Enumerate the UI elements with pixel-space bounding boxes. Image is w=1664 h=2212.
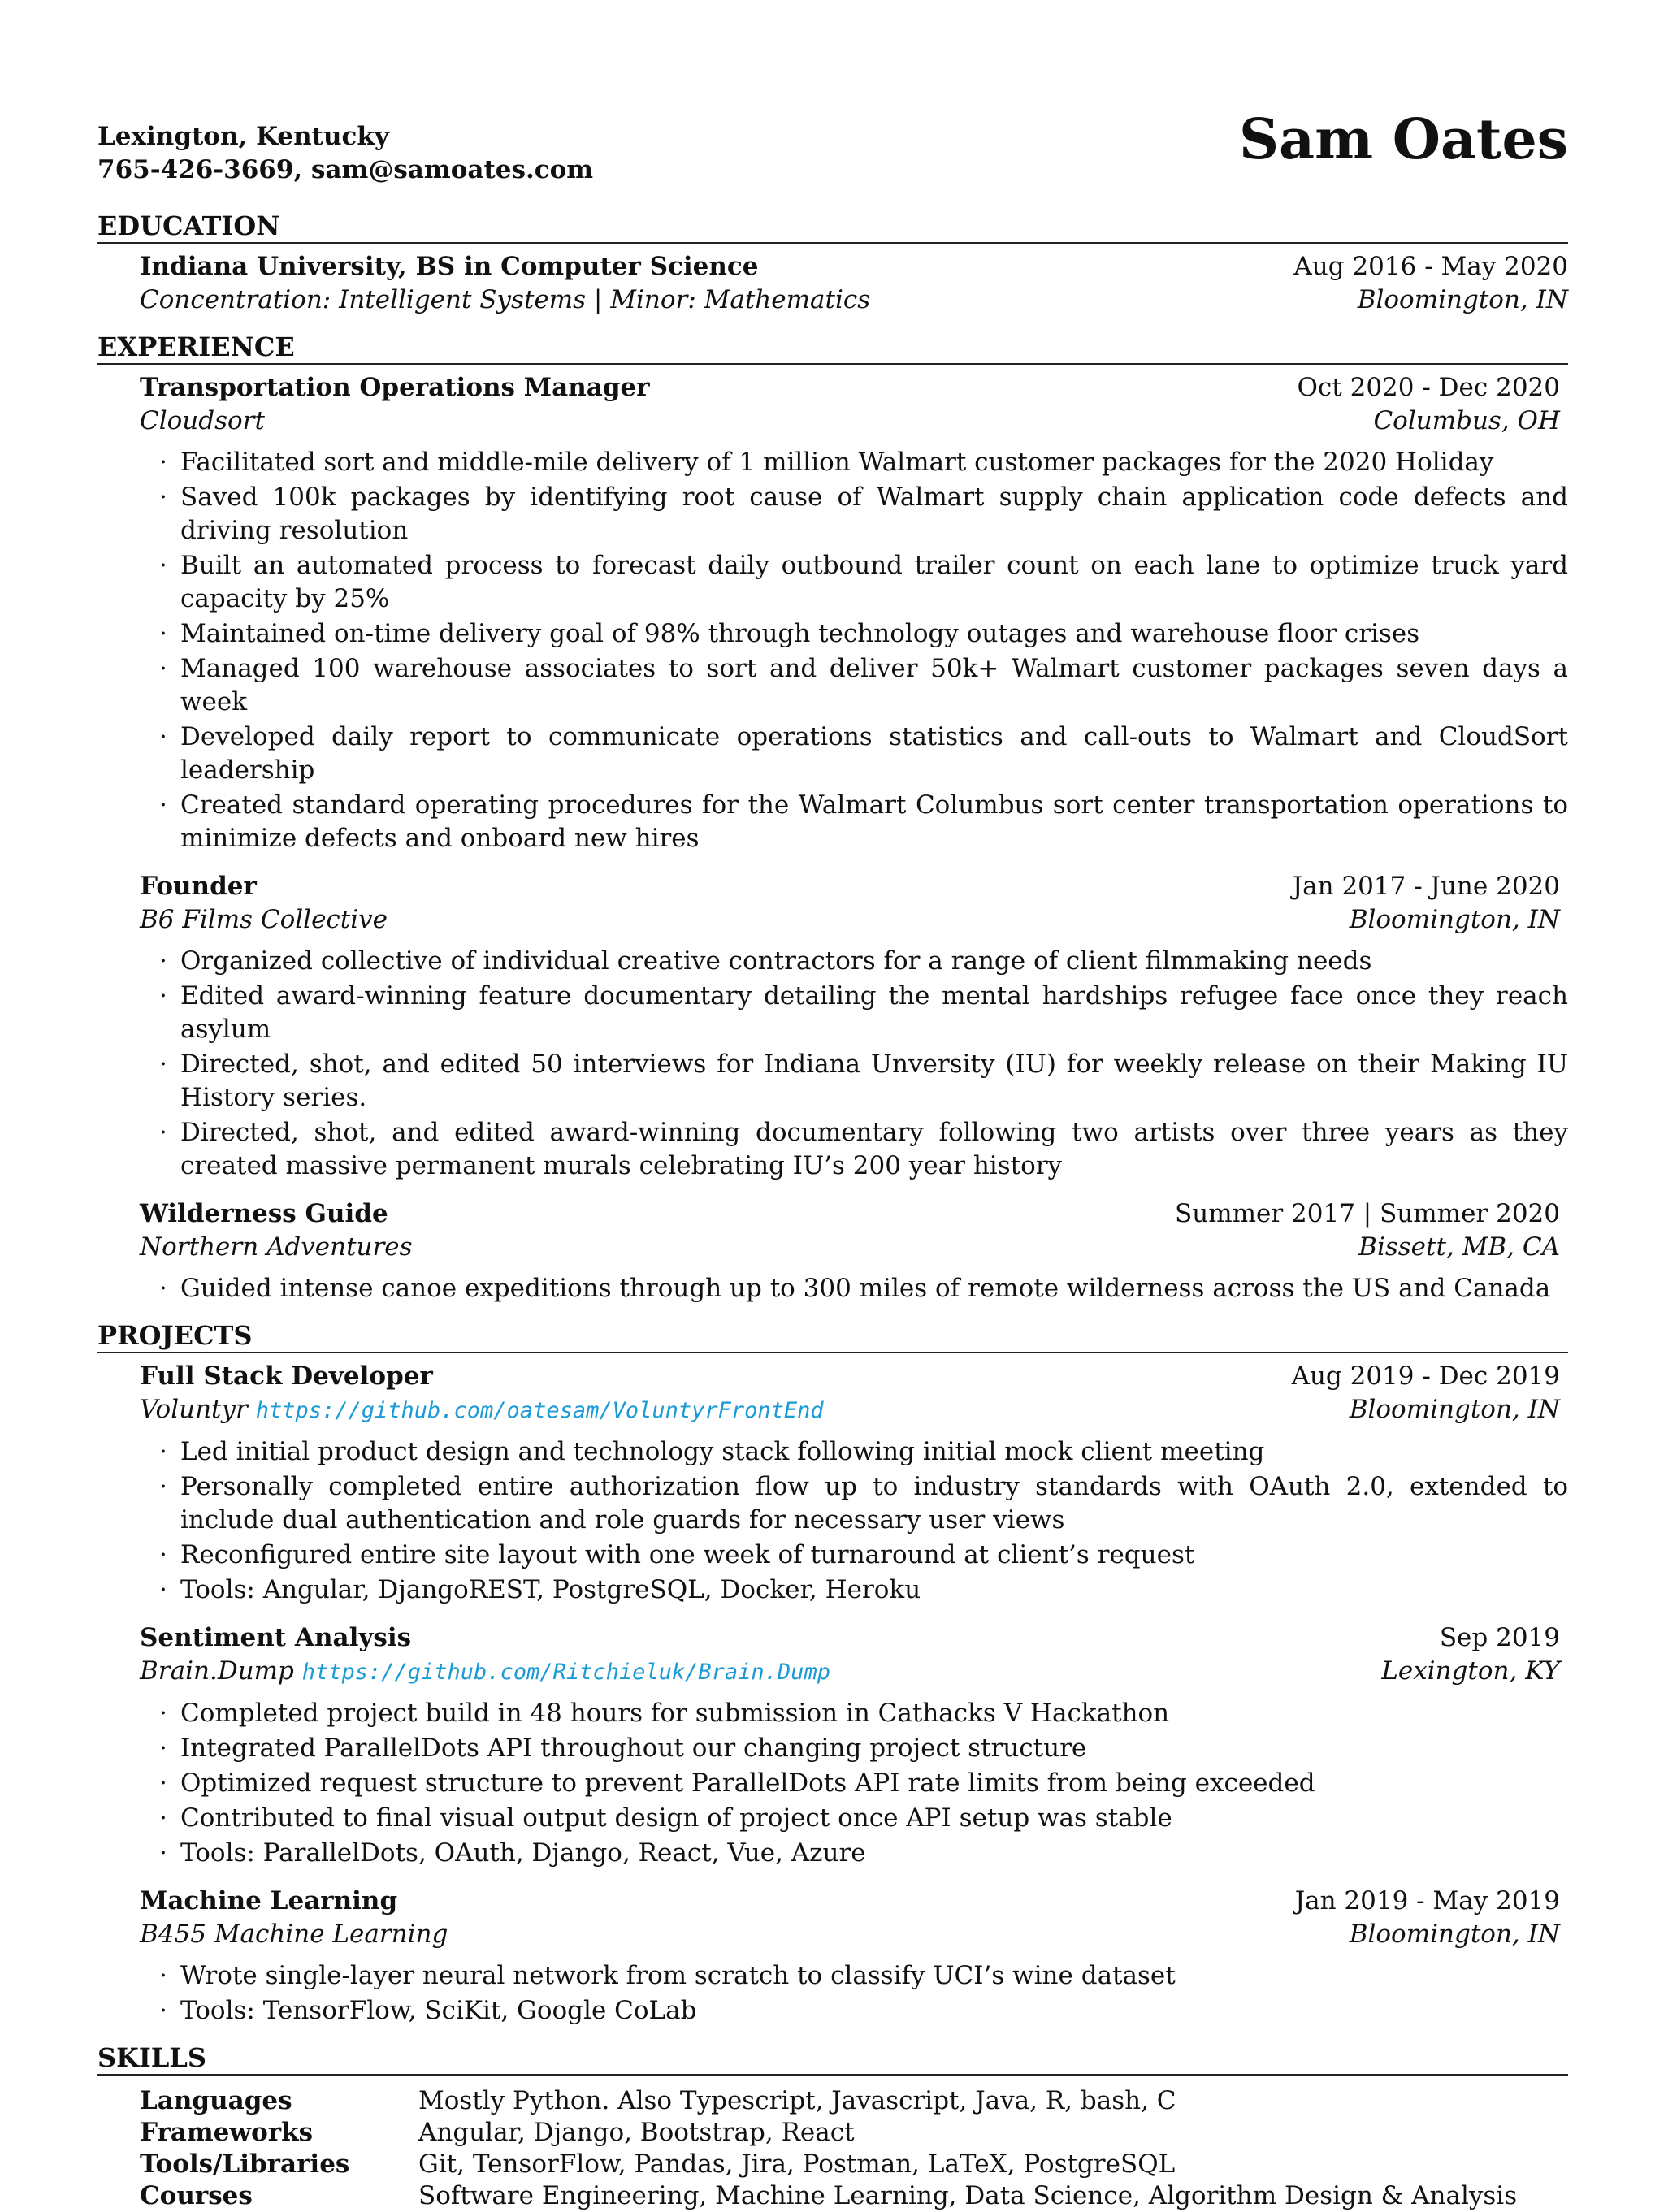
contact-text: 765-426-3669, sam@samoates.com: [98, 155, 594, 184]
project-row-1: [140, 1360, 1568, 1393]
skill-row: [140, 2149, 1568, 2180]
bullet-dot-icon: ·: [159, 1540, 167, 1569]
experience-row-2: [140, 405, 1568, 438]
bullet-text: Organized collective of individual creative contractors for a range of client filmmaking needs: [180, 946, 1372, 976]
project-title: Full Stack Developer: [140, 1361, 433, 1391]
skill-label: Frameworks: [140, 2118, 314, 2147]
experience-org: B6 Films Collective: [140, 905, 388, 934]
skill-row: [140, 2180, 1568, 2212]
bullet-dot-icon: ·: [159, 551, 167, 580]
skill-label: Tools/Libraries: [140, 2149, 350, 2179]
list-item: [140, 1272, 1568, 1305]
list-item: [140, 1697, 1568, 1730]
experience-org: Cloudsort: [140, 406, 265, 435]
projects-list: [98, 1360, 1568, 2028]
bullet-text: Led initial product design and technology stack following initial mock client meeting: [180, 1437, 1265, 1466]
experience-title: Transportation Operations Manager: [140, 373, 650, 402]
experience-title: Founder: [140, 872, 257, 901]
skill-row: [140, 2117, 1568, 2149]
bullet-text: Tools: ParallelDots, OAuth, Django, React, Vue, Azure: [180, 1838, 866, 1868]
education-school: Indiana University, BS in Computer Science: [140, 252, 759, 281]
project-org: Voluntyr: [140, 1395, 248, 1424]
list-item: [140, 1959, 1568, 1993]
bullet-text: Tools: Angular, DjangoREST, PostgreSQL, Docker, Heroku: [180, 1575, 921, 1604]
bullet-dot-icon: ·: [159, 1838, 167, 1868]
bullet-dot-icon: ·: [159, 619, 167, 648]
bullet-text: Reconfigured entire site layout with one week of turnaround at client’s request: [180, 1540, 1195, 1569]
experience-row-2: [140, 903, 1568, 937]
list-item: [140, 1116, 1568, 1183]
experience-row-1: [140, 870, 1568, 903]
project-entry: [98, 1885, 1568, 2028]
skill-value: Mostly Python. Also Typescript, Javascript, Java, R, bash, C: [418, 2086, 1176, 2115]
bullet-text: Developed daily report to communicate operations statistics and call-outs to Walmart and CloudSort leadership: [180, 722, 1568, 785]
list-item: [140, 1837, 1568, 1870]
experience-dates: Oct 2020 - Dec 2020: [1297, 373, 1560, 402]
list-item: [140, 617, 1568, 651]
experience-entry: [98, 371, 1568, 855]
project-org: B455 Machine Learning: [140, 1920, 448, 1949]
bullet-text: Contributed to final visual output design of project once API setup was stable: [180, 1803, 1172, 1833]
list-item: [140, 945, 1568, 978]
experience-bullets: [140, 945, 1568, 1183]
project-repo-link[interactable]: https://github.com/Ritchieluk/Brain.Dump: [301, 1660, 830, 1685]
bullet-dot-icon: ·: [159, 1699, 167, 1728]
bullet-text: Built an automated process to forecast daily outbound trailer count on each lane to optimize truck yard capacity by 25%: [180, 551, 1568, 613]
list-item: [140, 1802, 1568, 1835]
section-skills-title: SKILLS: [98, 2042, 1568, 2076]
list-item: [140, 1994, 1568, 2028]
education-entry: [98, 250, 1568, 317]
bullet-dot-icon: ·: [159, 722, 167, 751]
project-repo-link[interactable]: https://github.com/oatesam/VoluntyrFrontEnd: [255, 1398, 824, 1423]
project-row-2: [140, 1393, 1568, 1427]
project-org-line: [140, 1655, 830, 1689]
experience-dates: Summer 2017 | Summer 2020: [1175, 1199, 1560, 1228]
list-item: [140, 549, 1568, 616]
section-education-title: EDUCATION: [98, 210, 1568, 244]
education-row-1: [140, 250, 1568, 284]
experience-row-1: [140, 1197, 1568, 1231]
project-org-line: [140, 1393, 824, 1427]
project-row-1: [140, 1885, 1568, 1918]
list-item: [140, 1470, 1568, 1537]
bullet-text: Completed project build in 48 hours for submission in Cathacks V Hackathon: [180, 1699, 1170, 1728]
list-item: [140, 652, 1568, 719]
education-details: Concentration: Intelligent Systems | Minor: Mathematics: [140, 285, 871, 314]
skill-label: Languages: [140, 2086, 292, 2115]
bullet-dot-icon: ·: [159, 1803, 167, 1833]
skills-list: [98, 2085, 1568, 2212]
bullet-text: Saved 100k packages by identifying root cause of Walmart supply chain application code defects and driving resolution: [180, 483, 1568, 545]
list-item: [140, 789, 1568, 855]
bullet-text: Personally completed entire authorization flow up to industry standards with OAuth 2.0, extended to include dual authentication and role guards for necessary user views: [180, 1472, 1568, 1535]
list-item: [140, 1574, 1568, 1607]
project-bullets: [140, 1959, 1568, 2028]
resume-page: [98, 107, 1568, 2212]
project-org-line: [140, 1918, 448, 1951]
project-row-2: [140, 1655, 1568, 1689]
experience-row-1: [140, 371, 1568, 405]
resume-header: [98, 107, 1568, 207]
bullet-text: Integrated ParallelDots API throughout our changing project structure: [180, 1734, 1087, 1763]
list-item: [140, 481, 1568, 548]
bullet-dot-icon: ·: [159, 1768, 167, 1798]
list-item: [140, 1048, 1568, 1115]
bullet-text: Wrote single-layer neural network from scratch to classify UCI’s wine dataset: [180, 1961, 1176, 1990]
bullet-text: Edited award-winning feature documentary detailing the mental hardships refugee face once they reach asylum: [180, 981, 1568, 1044]
education-row-2: [140, 284, 1568, 317]
bullet-dot-icon: ·: [159, 1050, 167, 1079]
bullet-text: Optimized request structure to prevent ParallelDots API rate limits from being exceeded: [180, 1768, 1315, 1798]
experience-dates: Jan 2017 - June 2020: [1292, 872, 1560, 901]
project-bullets: [140, 1697, 1568, 1870]
experience-location: Bloomington, IN: [1349, 905, 1560, 934]
experience-entry: [98, 1197, 1568, 1305]
bullet-dot-icon: ·: [159, 1575, 167, 1604]
experience-org-line: [140, 405, 265, 438]
bullet-text: Managed 100 warehouse associates to sort and deliver 50k+ Walmart customer packages seven days a week: [180, 654, 1568, 716]
project-org: Brain.Dump: [140, 1656, 294, 1686]
project-bullets: [140, 1435, 1568, 1607]
bullet-text: Directed, shot, and edited award-winning documentary following two artists over three years as they created massive permanent murals celebrating IU’s 200 year history: [180, 1118, 1568, 1180]
list-item: [140, 1732, 1568, 1765]
bullet-dot-icon: ·: [159, 1472, 167, 1501]
section-experience-title: EXPERIENCE: [98, 331, 1568, 365]
experience-org-line: [140, 1231, 413, 1264]
bullet-text: Directed, shot, and edited 50 interviews for Indiana Unversity (IU) for weekly release on their Making IU History series.: [180, 1050, 1568, 1112]
experience-bullets: [140, 1272, 1568, 1305]
experience-bullets: [140, 446, 1568, 855]
contact-block: [98, 120, 593, 187]
bullet-dot-icon: ·: [159, 1734, 167, 1763]
skill-value: Git, TensorFlow, Pandas, Jira, Postman, LaTeX, PostgreSQL: [418, 2149, 1176, 2179]
project-row-1: [140, 1621, 1568, 1655]
education-location: Bloomington, IN: [1357, 285, 1568, 314]
bullet-dot-icon: ·: [159, 1437, 167, 1466]
list-item: [140, 446, 1568, 479]
skill-row: [140, 2085, 1568, 2117]
experience-list: [98, 371, 1568, 1305]
bullet-dot-icon: ·: [159, 483, 167, 512]
bullet-dot-icon: ·: [159, 654, 167, 683]
bullet-text: Guided intense canoe expeditions through up to 300 miles of remote wilderness across the US and Canada: [180, 1274, 1551, 1303]
location-text: Lexington, Kentucky: [98, 122, 389, 151]
experience-row-2: [140, 1231, 1568, 1264]
bullet-dot-icon: ·: [159, 1961, 167, 1990]
skill-value: Software Engineering, Machine Learning, Data Science, Algorithm Design & Analysis: [418, 2181, 1518, 2210]
list-item: [140, 1767, 1568, 1800]
section-projects-title: PROJECTS: [98, 1320, 1568, 1353]
experience-location: Columbus, OH: [1373, 406, 1560, 435]
project-entry: [98, 1360, 1568, 1607]
bullet-text: Created standard operating procedures for the Walmart Columbus sort center transportation operations to minimize defects and onboard new hires: [180, 790, 1568, 853]
skill-value: Angular, Django, Bootstrap, React: [418, 2118, 855, 2147]
bullet-dot-icon: ·: [159, 981, 167, 1011]
list-item: [140, 1435, 1568, 1469]
experience-location: Bissett, MB, CA: [1358, 1232, 1560, 1262]
experience-org: Northern Adventures: [140, 1232, 413, 1262]
list-item: [140, 721, 1568, 787]
candidate-name: Sam Oates: [1238, 107, 1568, 172]
list-item: [140, 1539, 1568, 1572]
project-title: Machine Learning: [140, 1886, 398, 1915]
project-dates: Aug 2019 - Dec 2019: [1291, 1361, 1560, 1391]
experience-org-line: [140, 903, 388, 937]
project-dates: Sep 2019: [1439, 1623, 1560, 1652]
bullet-dot-icon: ·: [159, 790, 167, 820]
bullet-dot-icon: ·: [159, 946, 167, 976]
project-location: Bloomington, IN: [1349, 1920, 1560, 1949]
bullet-dot-icon: ·: [159, 1996, 167, 2025]
project-row-2: [140, 1918, 1568, 1951]
project-title: Sentiment Analysis: [140, 1623, 412, 1652]
bullet-dot-icon: ·: [159, 1118, 167, 1147]
project-location: Bloomington, IN: [1349, 1395, 1560, 1424]
project-entry: [98, 1621, 1568, 1870]
bullet-dot-icon: ·: [159, 1274, 167, 1303]
bullet-text: Facilitated sort and middle-mile delivery of 1 million Walmart customer packages for the 2020 Holiday: [180, 448, 1494, 477]
list-item: [140, 980, 1568, 1046]
experience-title: Wilderness Guide: [140, 1199, 388, 1228]
skill-label: Courses: [140, 2181, 253, 2210]
bullet-dot-icon: ·: [159, 448, 167, 477]
project-dates: Jan 2019 - May 2019: [1294, 1886, 1560, 1915]
education-dates: Aug 2016 - May 2020: [1294, 252, 1568, 281]
experience-entry: [98, 870, 1568, 1183]
bullet-text: Tools: TensorFlow, SciKit, Google CoLab: [180, 1996, 697, 2025]
project-location: Lexington, KY: [1381, 1656, 1560, 1686]
bullet-text: Maintained on-time delivery goal of 98% through technology outages and warehouse floor crises: [180, 619, 1420, 648]
